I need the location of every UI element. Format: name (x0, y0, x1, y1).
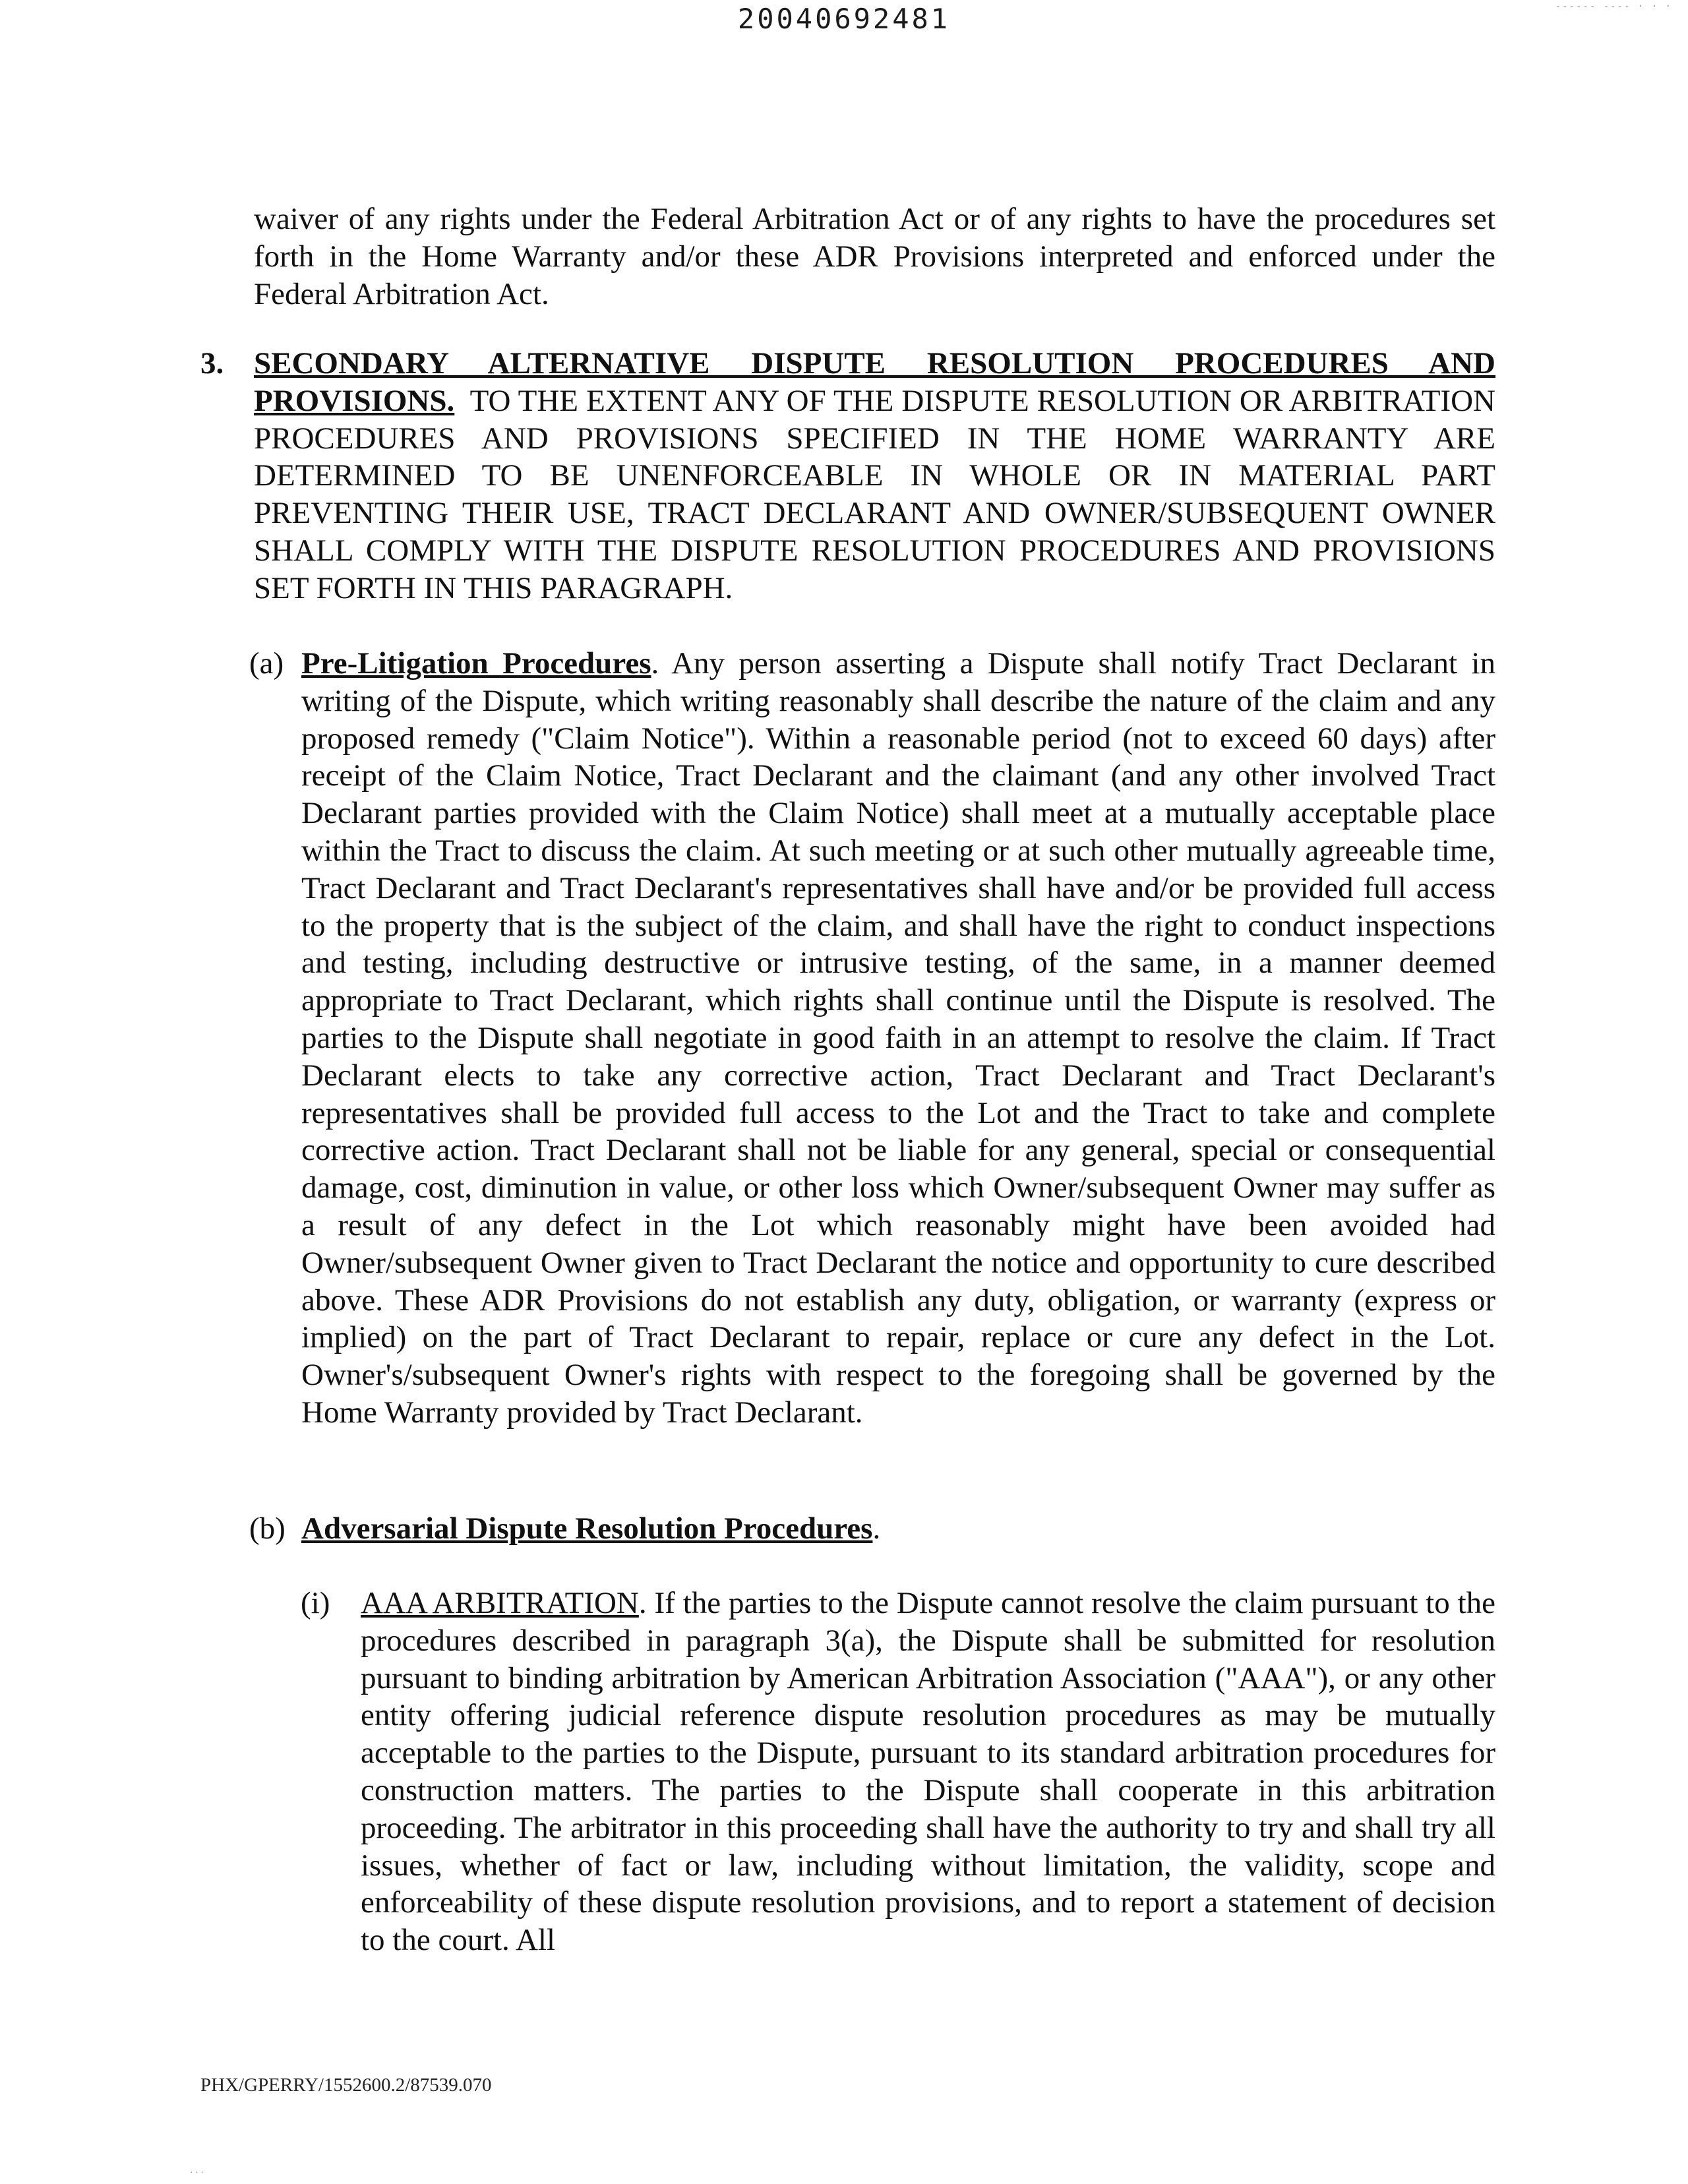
subsection-b-paragraph (301, 1510, 1495, 1548)
subsection-a-heading: Pre-Litigation Procedures (301, 646, 651, 681)
subsection-i-heading-suffix: . (638, 1586, 647, 1620)
section-3-body: TO THE EXTENT ANY OF THE DISPUTE RESOLUTION OR ARBITRATION PROCEDURES AND PROVISIONS SPECIFIED IN THE HOME WARRANTY ARE DETERMINED TO BE UNENFORCEABLE IN WHOLE OR IN MATERIAL PART PREVENTING THEIR USE, TRACT DECLARANT AND OWNER/SUBSEQUENT OWNER SHALL COMPLY WITH THE DISPUTE RESOLUTION PROCEDURES AND PROVISIONS SET FORTH IN THIS PARAGRAPH. (254, 383, 1495, 605)
document-number: 20040692481 (737, 3, 951, 35)
subsection-i-paragraph (361, 1585, 1495, 1959)
subsection-i-body: If the parties to the Dispute cannot resolve the claim pursuant to the procedures described in paragraph 3(a), the Dispute shall be submitted for resolution pursuant to binding arbitration by American Arbitration Association ("AAA"), or any other entity offering judicial reference dispute resolution procedures as may be mutually acceptable to the parties to the Dispute, pursuant to its standard arbitration procedures for construction matters. The parties to the Dispute shall cooperate in this arbitration proceeding. The arbitrator in this proceeding shall have the authority to try and shall try all issues, whether of fact or law, including without limitation, the validity, scope and enforceability of these dispute resolution provisions, and to report a statement of decision to the court. All (361, 1586, 1496, 1958)
subsection-b-heading-suffix: . (872, 1511, 881, 1546)
subsection-a-label: (a) (249, 646, 284, 681)
section-number: 3. (200, 346, 224, 380)
section-3-heading: SECONDARY ALTERNATIVE DISPUTE RESOLUTION PROCEDURES AND PROVISIONS. (254, 346, 1495, 418)
subsection-i-heading: AAA ARBITRATION (361, 1586, 639, 1620)
scan-corner-marks: ------ ---- · · · (1555, 1, 1672, 12)
subsection-i-label: (i) (301, 1586, 330, 1620)
subsection-a-heading-suffix: . (651, 646, 659, 681)
paragraph-continuation: waiver of any rights under the Federal Arbitration Act or of any rights to have the procedures set forth in the Home Warranty and/or these ADR Provisions interpreted and enforced under the Federal Arbitration Act. (254, 202, 1495, 311)
subsection-a-body: Any person asserting a Dispute shall notify Tract Declarant in writing of the Dispute, which writing reasonably shall describe the nature of the claim and any proposed remedy ("Claim Notice"). Within a reasonable period (not to exceed 60 days) after receipt of the Claim Notice, Tract Declarant and the claimant (and any other involved Tract Declarant parties provided with the Claim Notice) shall meet at a mutually acceptable place within the Tract to discuss the claim. At such meeting or at such other mutually agreeable time, Tract Declarant and Tract Declarant's representatives shall have and/or be provided full access to the property that is the subject of the claim, and shall have the right to conduct inspections and testing, including destructive or intrusive testing, of the same, in a manner deemed appropriate to Tract Declarant, which rights shall continue until the Dispute is resolved. The parties to the Dispute shall negotiate in good faith in an attempt to resolve the claim. If Tract Declarant elects to take any corrective action, Tract Declarant and Tract Declarant's representatives shall be provided full access to the Lot and the Tract to take and complete corrective action. Tract Declarant shall not be liable for any general, special or consequential damage, cost, diminution in value, or other loss which Owner/subsequent Owner may suffer as a result of any defect in the Lot which reasonably might have been avoided had Owner/subsequent Owner given to Tract Declarant the notice and opportunity to cure described above. These ADR Provisions do not establish any duty, obligation, or warranty (express or implied) on the part of Tract Declarant to repair, replace or cure any defect in the Lot. Owner's/subsequent Owner's rights with respect to the foregoing shall be governed by the Home Warranty provided by Tract Declarant. (301, 646, 1495, 1430)
subsection-a-paragraph (301, 645, 1495, 1432)
footer-file-reference: PHX/GPERRY/1552600.2/87539.070 (200, 2075, 492, 2096)
section-3-paragraph (254, 345, 1495, 607)
subsection-b-heading: Adversarial Dispute Resolution Procedures (301, 1511, 873, 1546)
footer-scan-marks: · · · (190, 2168, 204, 2178)
subsection-b-label: (b) (249, 1511, 286, 1546)
